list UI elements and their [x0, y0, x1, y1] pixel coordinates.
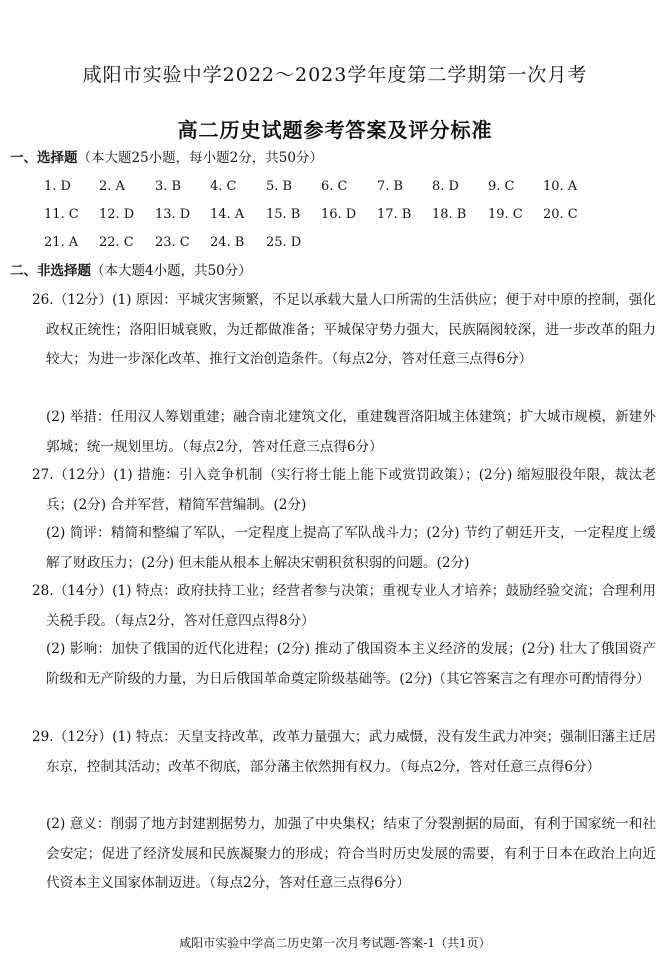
answer-item: 12. D: [99, 207, 135, 222]
answer-item: 2. A: [99, 179, 125, 194]
q27-part1-text: 27.（12分）(1) 措施：引入竞争机制（实行将士能上能下或赏罚政策）；(2分) 缩短服役年限，裁汰老兵；(2分) 合并军营，精简军营编制。(2分): [32, 467, 656, 513]
answer-item: 8. D: [432, 179, 459, 194]
page-footer: 咸阳市实验中学高二历史第一次月考试题-答案-1（共1页）: [179, 936, 491, 950]
q29-part1: [32, 723, 656, 782]
answer-item: 23. C: [155, 235, 190, 250]
answer-item: 21. A: [44, 235, 79, 250]
q27-part2: [46, 519, 656, 578]
q26-part1: [32, 286, 656, 375]
section-heading: 一、选择题: [10, 150, 78, 166]
q28-part2-text: (2) 影响：加快了俄国的近代化进程；(2分) 推动了俄国资本主义经济的发展；(2分) 壮大了俄国资产阶级和无产阶级的力量，为日后俄国革命奠定阶级基础等。(2分)（其它答案言之有理亦可酌情得分）: [46, 641, 656, 687]
answer-item: 16. D: [321, 207, 357, 222]
q27-part2-text: (2) 简评：精简和整编了军队，一定程度上提高了军队战斗力；(2分) 节约了朝廷开支，一定程度上缓解了财政压力；(2分) 但未能从根本上解决宋朝积贫积弱的问题。(2分): [46, 525, 656, 571]
answer-item: 15. B: [266, 207, 301, 222]
q27-part1: [32, 461, 656, 520]
answer-item: 18. B: [432, 207, 467, 222]
answer-item: 19. C: [488, 207, 523, 222]
answer-item: 24. B: [210, 235, 245, 250]
exam-title: 咸阳市实验中学2022～2023学年度第二学期第一次月考: [82, 64, 588, 86]
section-note: （本大题25小题，每小题2分，共50分）: [77, 150, 323, 166]
answer-item: 6. C: [321, 179, 348, 194]
answer-item: 13. D: [155, 207, 191, 222]
q26-part1-text: 26.（12分）(1) 原因：平城灾害频繁，不足以承载大量人口所需的生活供应；便于对中原的控制，强化政权正统性；洛阳旧城衰败，为迁都做准备；平城保守势力强大，民族隔阂较深，进一步改革的阻力较大；为进一步深化改革、推行文治创造条件。（每点2分，答对任意三点得6分）: [32, 292, 656, 367]
section-essay-heading: [10, 261, 252, 281]
section-heading: 二、非选择题: [10, 263, 91, 279]
answer-item: 17. B: [377, 207, 412, 222]
answer-item: 22. C: [99, 235, 134, 250]
answer-item: 5. B: [266, 179, 293, 194]
q26-part2-text: (2) 举措：任用汉人筹划重建；融合南北建筑文化，重建魏晋洛阳城主体建筑；扩大城市规模，新建外郭城；统一规划里坊。（每点2分，答对任意三点得6分）: [46, 409, 656, 455]
section-multiple-choice-heading: [10, 148, 323, 168]
q26-part2: [46, 403, 656, 462]
answer-item: 1. D: [44, 179, 71, 194]
answer-item: 9. C: [488, 179, 515, 194]
q28-part2: [46, 635, 656, 694]
q29-part2: [46, 810, 656, 899]
answer-item: 14. A: [210, 207, 245, 222]
q28-part1-text: 28.（14分）(1) 特点：政府扶持工业；经营者参与决策；重视专业人才培养；鼓励经验交流；合理利用关税手段。（每点2分，答对任意四点得8分）: [32, 583, 656, 629]
section-note: （本大题4小题，共50分）: [91, 263, 252, 279]
q29-part2-text: (2) 意义：削弱了地方封建割据势力，加强了中央集权；结束了分裂割据的局面，有利于国家统一和社会安定；促进了经济发展和民族凝聚力的形成；符合当时历史发展的需要，有利于日本在政治上向近代资本主义国家体制迈进。（每点2分，答对任意三点得6分）: [46, 816, 656, 891]
answer-item: 25. D: [266, 235, 302, 250]
answer-item: 20. C: [543, 207, 578, 222]
answer-item: 4. C: [210, 179, 237, 194]
answer-key-title: 高二历史试题参考答案及评分标准: [177, 118, 493, 142]
answer-item: 7. B: [377, 179, 404, 194]
q28-part1: [32, 577, 656, 636]
q29-part1-text: 29.（12分）(1) 特点：天皇支持改革，改革力量强大；武力威慑，没有发生武力冲突；强制旧藩主迁居东京，控制其活动；改革不彻底，部分藩主依然拥有权力。（每点2分，答对任意三点得6分）: [32, 729, 656, 775]
answer-item: 3. B: [155, 179, 182, 194]
answer-item: 11. C: [44, 207, 79, 222]
answer-item: 10. A: [543, 179, 578, 194]
